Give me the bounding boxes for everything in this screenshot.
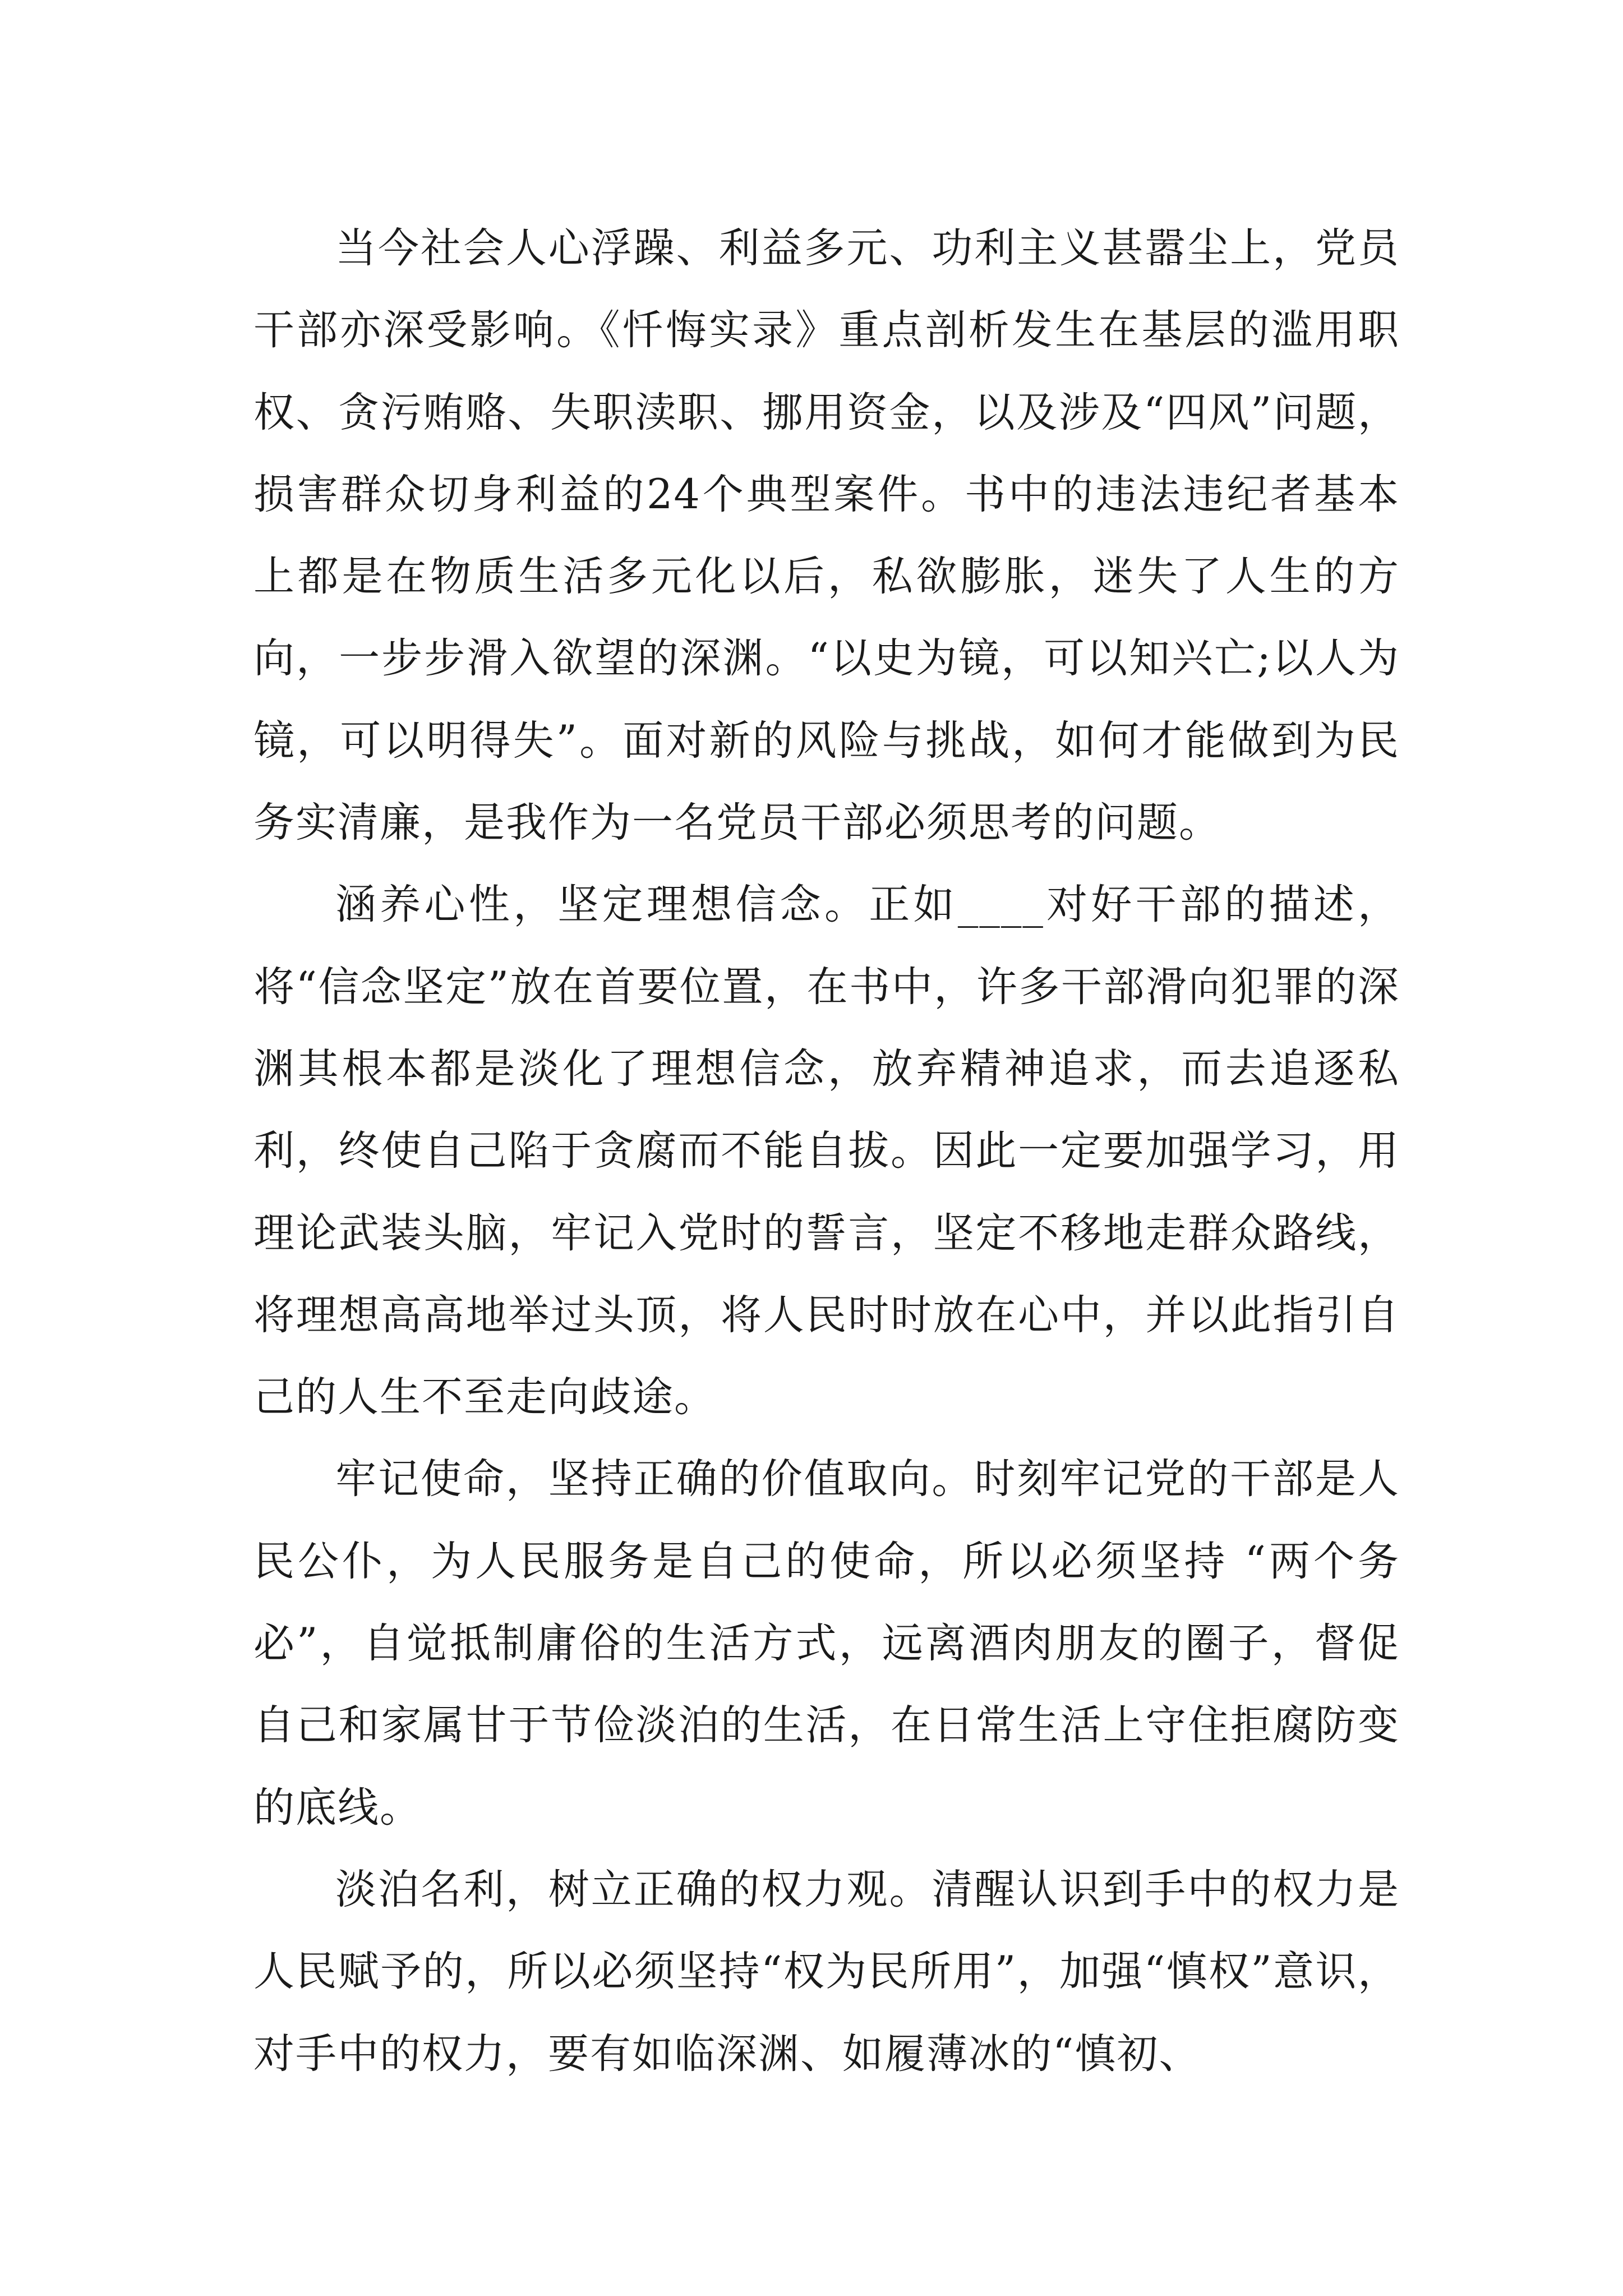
paragraph-power: 淡泊名利，树立正确的权力观。清醒认识到手中的权力是人民赋予的，所以必须坚持“权为民所用”，加强“慎权”意识，对手中的权力，要有如临深渊、如履薄冰的“慎初、 — [253, 1865, 1400, 2078]
paragraph-mission: 牢记使命，坚持正确的价值取向。时刻牢记党的干部是人民公仆，为人民服务是自己的使命，所以必须坚持 “两个务必”，自觉抵制庸俗的生活方式，远离酒肉朋友的圈子，督促自己和家属甘于节俭淡泊的生活，在日常生活上守住拒腐防变的底线。 — [253, 1455, 1400, 1832]
paragraph-ideals: 涵养心性，坚定理想信念。正如____对好干部的描述，将“信念坚定”放在首要位置，在书中，许多干部滑向犯罪的深渊其根本都是淡化了理想信念，放弃精神追求，而去追逐私利，终使自己陷于贪腐而不能自拔。因此一定要加强学习，用理论武装头脑，牢记入党时的誓言，坚定不移地走群众路线，将理想高高地举过头顶，将人民时时放在心中，并以此指引自己的人生不至走向歧途。 — [253, 881, 1400, 1421]
document-body — [253, 208, 1400, 2095]
paragraph-intro: 当今社会人心浮躁、利益多元、功利主义甚嚣尘上，党员干部亦深受影响。《忏悔实录》重点剖析发生在基层的滥用职权、贪污贿赂、失职渎职、挪用资金，以及涉及“四风”问题，损害群众切身利益的24个典型案件。书中的违法违纪者基本上都是在物质生活多元化以后，私欲膨胀，迷失了人生的方向，一步步滑入欲望的深渊。“以史为镜，可以知兴亡;以人为镜，可以明得失”。面对新的风险与挑战，如何才能做到为民务实清廉，是我作为一名党员干部必须思考的问题。 — [253, 224, 1400, 847]
